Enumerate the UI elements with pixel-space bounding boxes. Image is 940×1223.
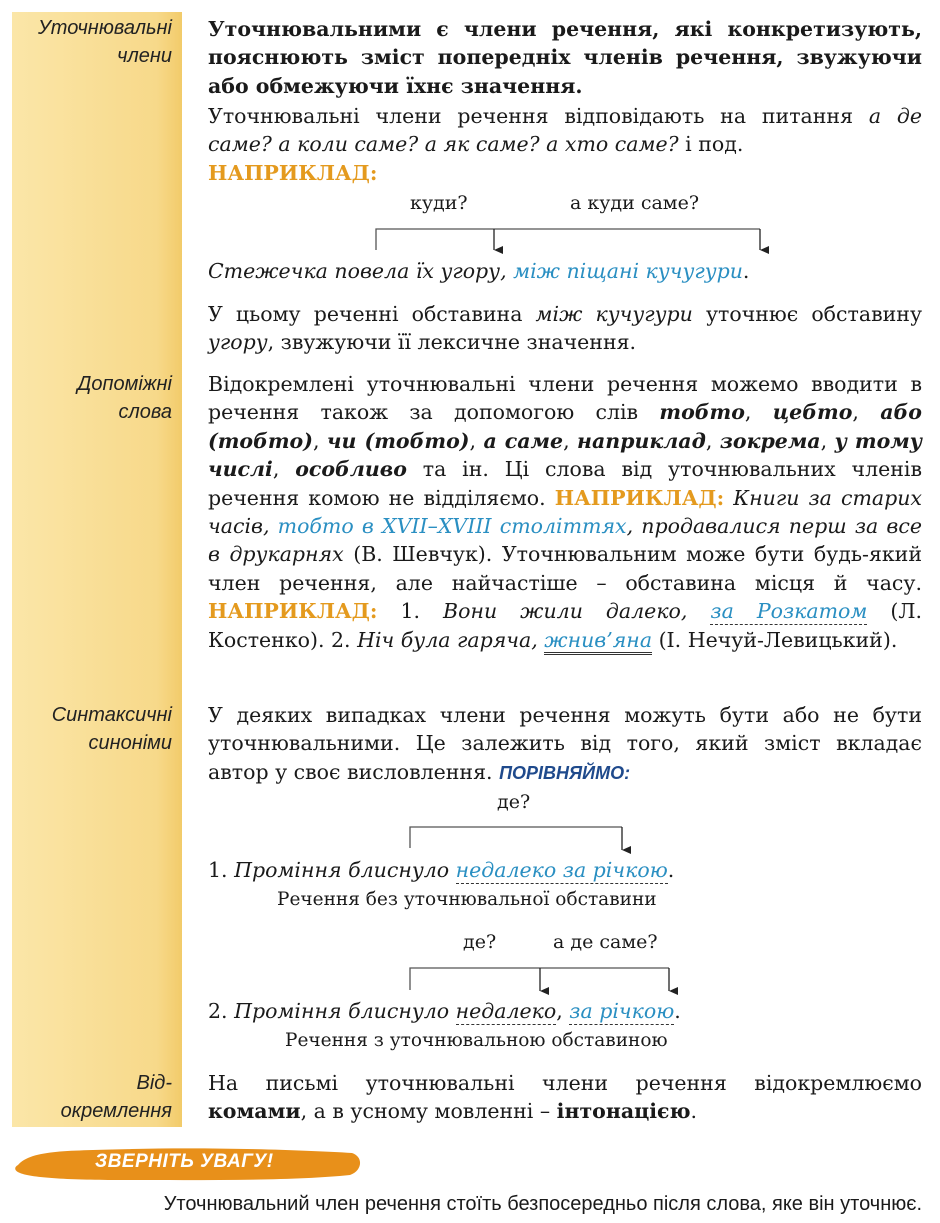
clarifying-member: між піщані кучугури (513, 259, 743, 283)
example-label: НАПРИКЛАД: (208, 160, 378, 185)
diagram1-question-2: а куди саме? (570, 192, 700, 214)
diagram3-sentence: 2. Проміння блиснуло недалеко, за річкою. (208, 999, 681, 1023)
compare-label: ПОРІВНЯЙМО: (499, 762, 631, 783)
diagram3-question-1: де? (463, 931, 497, 953)
questions-paragraph: Уточнювальні члени речення відповідають на питання а де саме? а коли саме? а як саме? а хто саме? і под. НАПРИКЛАД: (208, 104, 922, 185)
sidebar-label-synonyms: Синтаксичні синоніми (51, 704, 172, 754)
diagram2-sentence: 1. Проміння блиснуло недалеко за річкою. (208, 858, 675, 882)
diagram3-question-2: а де саме? (553, 931, 658, 953)
sidebar-label-separation: Від- окремлення (60, 1072, 172, 1122)
sidebar-label-clarifying: Уточнювальні члени (38, 17, 172, 67)
synonyms-paragraph: У деяких випадках члени речення можуть бути або не бути уточнювальними. Це залежить від того, який зміст вкладає автор у своє висловлення. ПОРІВНЯЙМО: (208, 703, 922, 784)
helpers-paragraph: Відокремлені уточнювальні члени речення можемо вводити в речення також за допомогою слів тобто, цебто, або (тобто), чи (тобто), а саме, наприклад, зокрема, у тому числі, особливо та ін. Ці слова від уточнювальних членів речення комою не відділяємо. НАПРИКЛАД: Книги за старих часів, тобто в XVII–XVIII століттях, продавалися перш за все в друкарнях (В. Шевчук). Уточнювальним може бути будь-який член речення, але найчастіше – обставина місця й часу. НАПРИКЛАД: 1. Вони жили далеко, за Розкатом (Л. Костенко). 2. Ніч була гаряча, жнив’яна (І. Нечуй-Левицький). (208, 370, 922, 654)
definition-text: Уточнювальними є члени речення, які конкретизують, пояснюють зміст попередніх членів речення, звужуючи або обмежуючи їхнє значення. (208, 17, 922, 98)
sidebar-label-helpers: Допоміжні слова (77, 373, 172, 423)
separation-paragraph: На письмі уточнювальні члени речення відокремлюємо комами, а в усному мовленні – інтонацією. (208, 1071, 922, 1124)
attention-banner-text: ЗВЕРНІТЬ УВАГУ! (95, 1151, 274, 1172)
diagram2-caption: Речення без уточнювальної обставини (277, 889, 657, 910)
diagram3-caption: Речення з уточнювальною обставиною (285, 1030, 668, 1051)
attention-note: Уточнювальний член речення стоїть безпосередньо після слова, яке він уточнює. (163, 1193, 922, 1215)
diagram1-sentence: Стежечка повела їх угору, між піщані кучугури. (208, 259, 750, 283)
explanation-paragraph: У цьому реченні обставина між кучугури уточнює обставину угору, звужуючи її лексичне значення. (208, 302, 923, 355)
diagram1-question-1: куди? (410, 192, 468, 214)
diagram2-question: де? (497, 791, 531, 813)
